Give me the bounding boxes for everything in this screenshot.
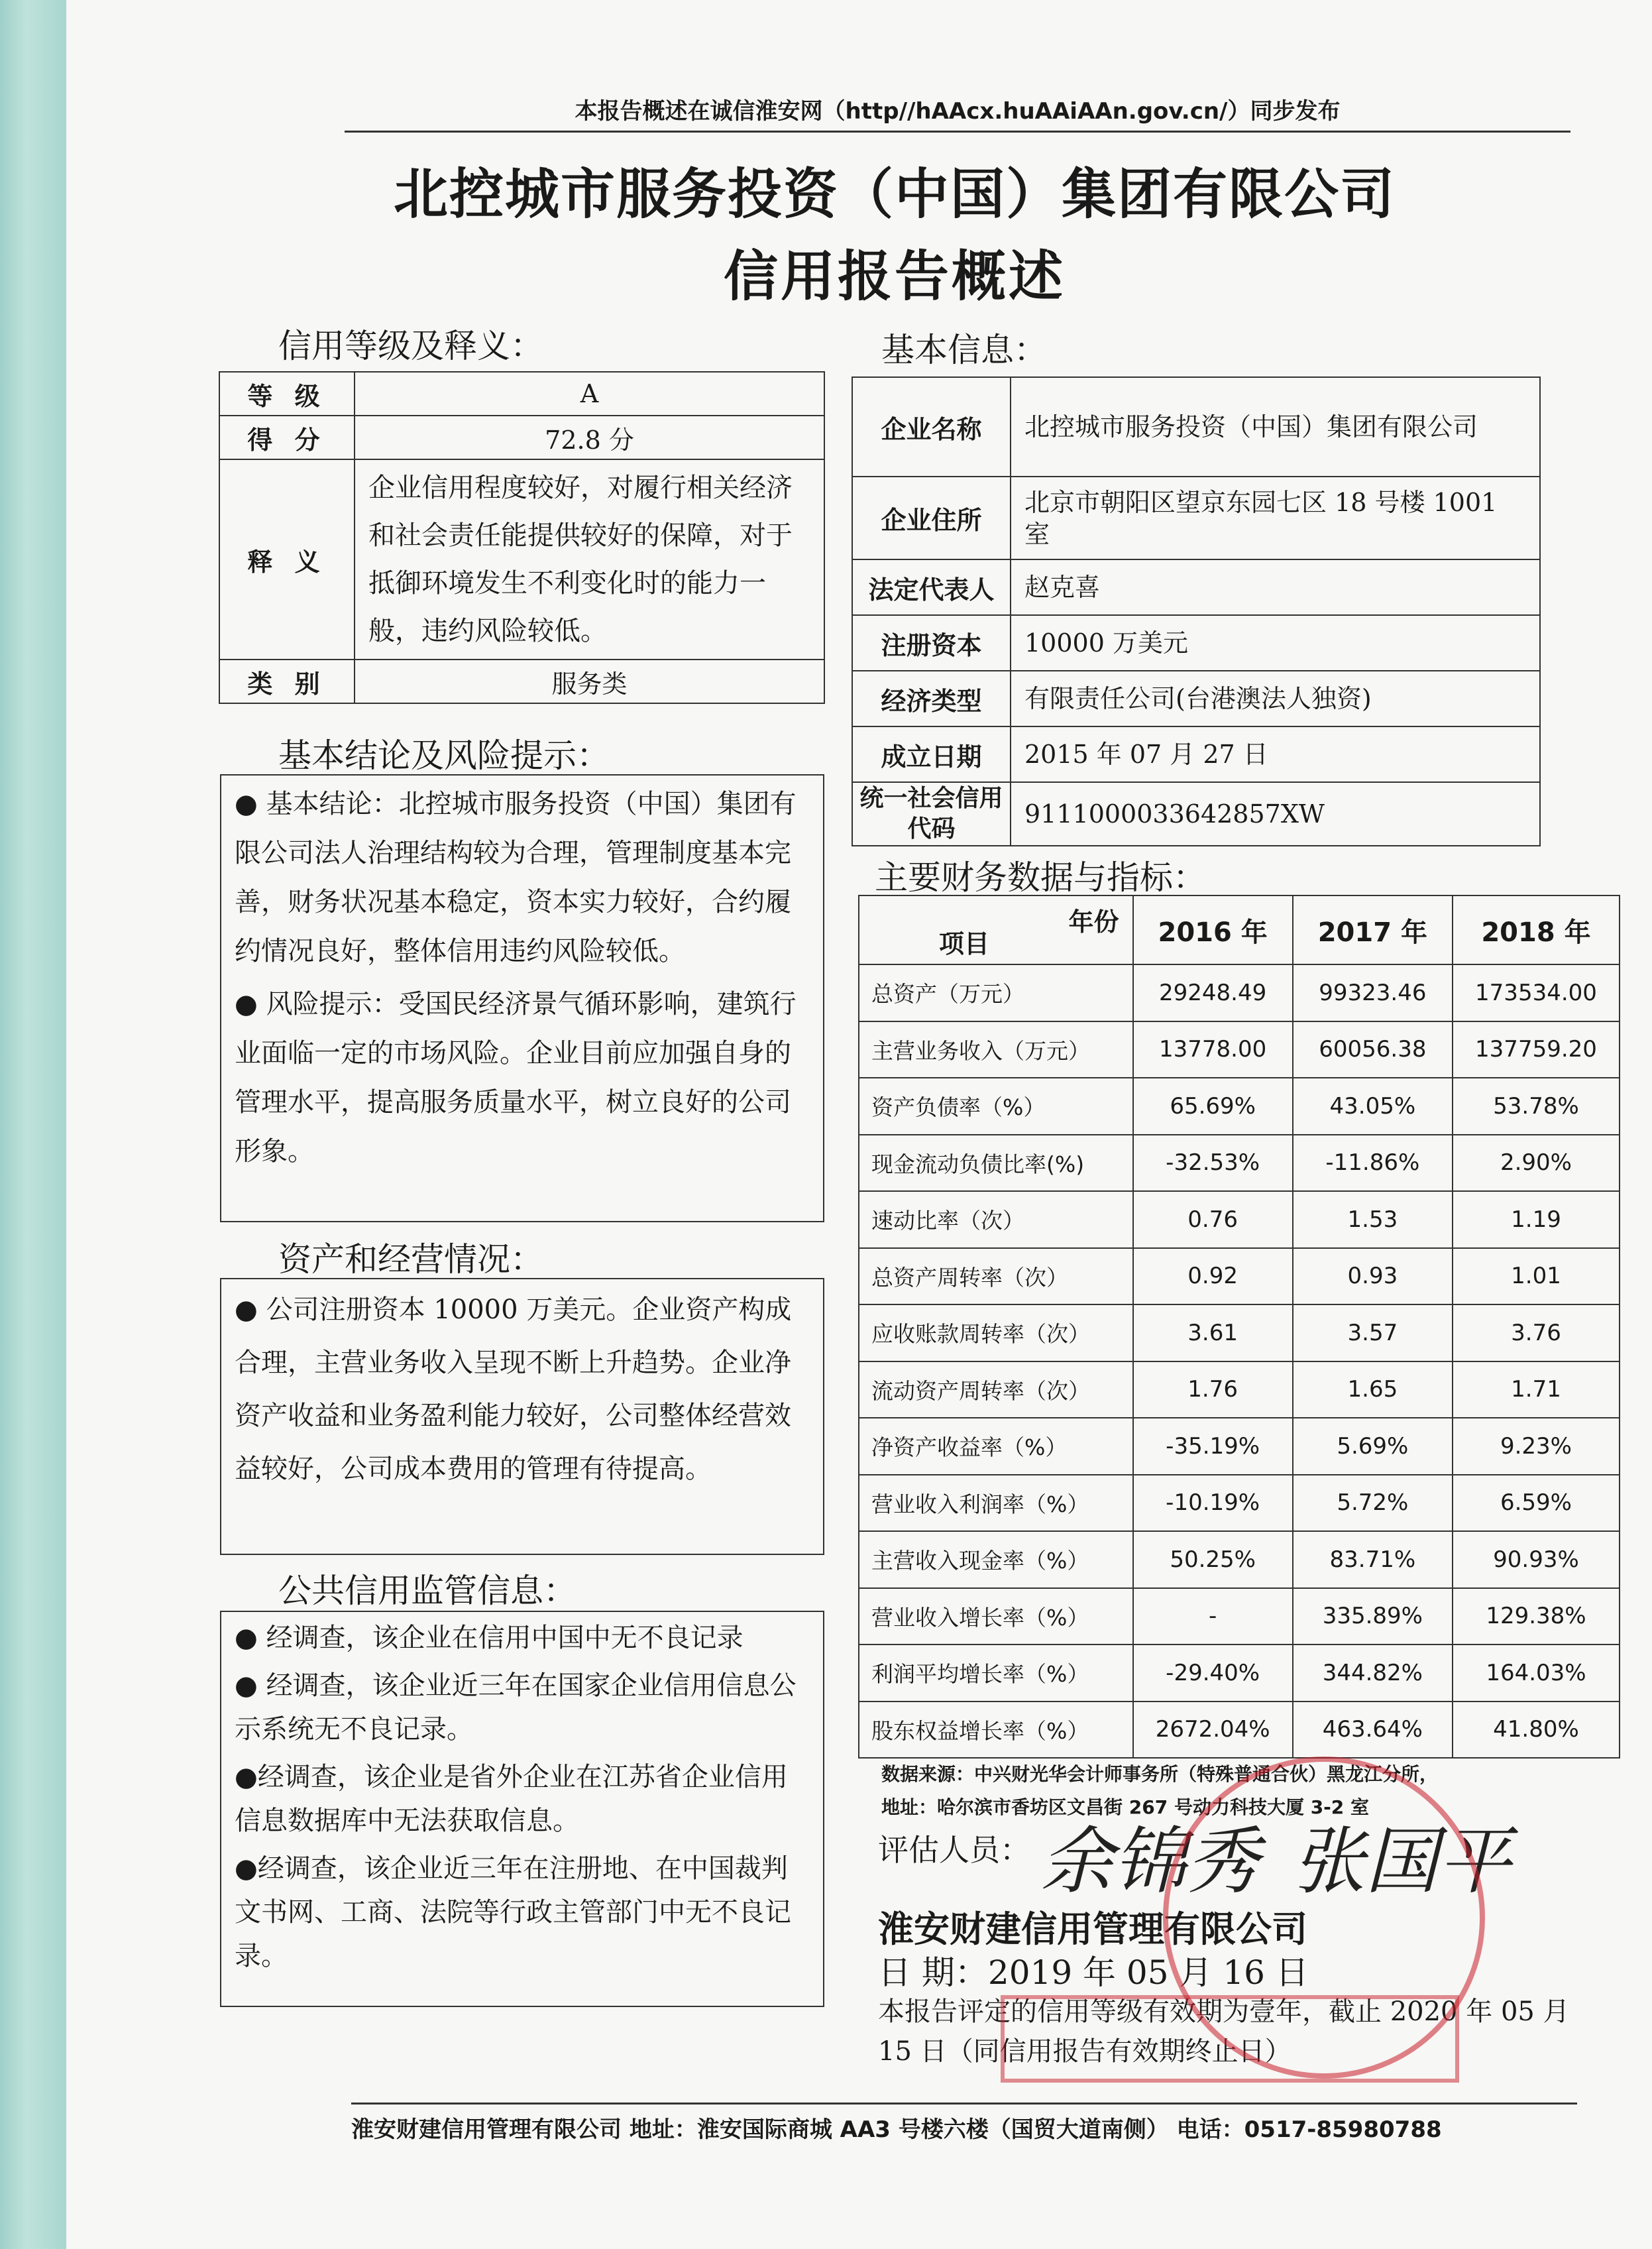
conclusion-section-title: 基本结论及风险提示： [278,736,610,775]
conclusion-risk: ● 风险提示：受国民经济景气循环影响，建筑行业面临一定的市场风险。企业目前应加强自身的管理水平，提高服务质量水平，树立良好的公司形象。 [235,989,797,1167]
issue-date: 日 期：2019 年 05 月 16 日 [878,1953,1309,1992]
title-company: 北控城市服务投资（中国）集团有限公司 [393,163,1396,226]
finance-row-label: 总资产周转率（次） [859,1248,1133,1305]
finance-row [859,1531,1620,1588]
company-name-value: 北控城市服务投资（中国）集团有限公司 [1011,377,1540,477]
desc-label: 释 义 [219,459,355,660]
binding-strip [0,0,66,2249]
finance-row-label: 主营业务收入（万元） [859,1021,1133,1078]
finance-row-label: 现金流动负债比率(%) [859,1135,1133,1192]
score-value: 72.8 分 [355,416,824,459]
finance-value: 0.92 [1133,1248,1293,1305]
finance-row [859,964,1620,1021]
finance-value: 335.89% [1293,1588,1453,1645]
assessor-label: 评估人员： [878,1832,1030,1868]
founded-label: 成立日期 [852,726,1011,782]
year-2018: 2018 年 [1453,895,1620,964]
desc-text: 企业信用程度较好，对履行相关经济和社会责任能提供较好的保障，对于抵御环境发生不利变化时的能力一般，违约风险较低。 [355,459,824,660]
data-source-address: 地址：哈尔滨市香坊区文昌街 267 号动力科技大厦 3-2 室 [881,1796,1370,1818]
finance-value: 463.64% [1293,1701,1453,1759]
category-label: 类 别 [219,660,355,703]
finance-row-label: 资产负债率（%） [859,1078,1133,1135]
finance-value: -29.40% [1133,1644,1293,1701]
finance-row-label: 流动资产周转率（次） [859,1361,1133,1418]
finance-value: 1.71 [1453,1361,1620,1418]
assessor-signature-2: 张国平 [1292,1819,1511,1904]
company-name-label: 企业名称 [852,377,1011,477]
header-note: 本报告概述在诚信淮安网（http//hAAcx.huAAiAAn.gov.cn/）同步发布 [345,93,1570,133]
public-item-2: ● 经调查，该企业近三年在国家企业信用信息公示系统无不良记录。 [235,1670,797,1745]
finance-value: 1.01 [1453,1248,1620,1305]
finance-value: 173534.00 [1453,964,1620,1021]
finance-body [859,964,1620,1758]
finance-value: 0.93 [1293,1248,1453,1305]
finance-value: 1.53 [1293,1191,1453,1248]
finance-value: 1.76 [1133,1361,1293,1418]
finance-row-label: 应收账款周转率（次） [859,1304,1133,1361]
finance-row [859,1588,1620,1645]
finance-row [859,1644,1620,1701]
assets-section-title: 资产和经营情况： [278,1240,543,1279]
finance-row-label: 速动比率（次） [859,1191,1133,1248]
grade-label: 等 级 [219,372,355,416]
validity-note: 本报告评定的信用等级有效期为壹年，截止 2020 年 05 月 15 日（同信用报告有效期终止日） [878,1996,1570,2067]
address-label: 企业住所 [852,477,1011,559]
finance-value: 1.65 [1293,1361,1453,1418]
assets-box [220,1278,824,1555]
legal-rep-label: 法定代表人 [852,559,1011,615]
finance-value: -35.19% [1133,1418,1293,1475]
year-2016: 2016 年 [1133,895,1293,964]
public-box [220,1611,824,2007]
finance-value: 3.61 [1133,1304,1293,1361]
conclusion-box [220,774,824,1222]
finance-value: 60056.38 [1293,1021,1453,1078]
finance-row-label: 股东权益增长率（%） [859,1701,1133,1759]
finance-value: 3.57 [1293,1304,1453,1361]
public-item-1: ● 经调查，该企业在信用中国中无不良记录 [235,1623,743,1653]
finance-value: 65.69% [1133,1078,1293,1135]
credit-grade-table [219,371,825,704]
issuer-company: 淮安财建信用管理有限公司 [878,1908,1307,1950]
finance-table [858,895,1620,1759]
finance-value: 5.69% [1293,1418,1453,1475]
finance-value: 90.93% [1453,1531,1620,1588]
finance-row [859,1078,1620,1135]
conclusion-basic: ● 基本结论：北控城市服务投资（中国）集团有限公司法人治理结构较为合理，管理制度基本完善，财务状况基本稳定，资本实力较好，合约履约情况良好，整体信用违约风险较低。 [235,789,797,966]
finance-value: 3.76 [1453,1304,1620,1361]
finance-row [859,1361,1620,1418]
score-label: 得 分 [219,416,355,459]
finance-section-title: 主要财务数据与指标： [875,858,1206,897]
finance-value: -32.53% [1133,1135,1293,1192]
finance-row-label: 总资产（万元） [859,964,1133,1021]
finance-value: 50.25% [1133,1531,1293,1588]
capital-value: 10000 万美元 [1011,615,1540,671]
finance-value: 99323.46 [1293,964,1453,1021]
finance-value: 1.19 [1453,1191,1620,1248]
finance-row-label: 营业收入利润率（%） [859,1475,1133,1532]
grade-value: A [355,372,824,416]
finance-value: 5.72% [1293,1475,1453,1532]
year-2017: 2017 年 [1293,895,1453,964]
finance-value: 2672.04% [1133,1701,1293,1759]
finance-row [859,1304,1620,1361]
finance-value: -10.19% [1133,1475,1293,1532]
finance-row [859,1418,1620,1475]
finance-value: 2.90% [1453,1135,1620,1192]
finance-row-label: 利润平均增长率（%） [859,1644,1133,1701]
corner-year: 年份 [1068,907,1119,937]
finance-row [859,1021,1620,1078]
finance-value: 164.03% [1453,1644,1620,1701]
credit-code-label: 统一社会信用代码 [852,782,1011,846]
finance-value: 83.71% [1293,1531,1453,1588]
finance-value: 43.05% [1293,1078,1453,1135]
credit-code-value: 9111000033642857XW [1011,782,1540,846]
footer: 淮安财建信用管理有限公司 地址：淮安国际商城 AA3 号楼六楼（国贸大道南侧） 电话：0517-85980788 [351,2103,1577,2144]
finance-corner [859,895,1133,964]
assessor-signature-1: 余锦秀 [1040,1819,1259,1904]
finance-row [859,1191,1620,1248]
finance-value: - [1133,1588,1293,1645]
basic-info-table [852,376,1541,846]
finance-row [859,1475,1620,1532]
econ-type-value: 有限责任公司(台港澳法人独资) [1011,671,1540,726]
finance-row-label: 营业收入增长率（%） [859,1588,1133,1645]
public-item-3: ●经调查，该企业是省外企业在江苏省企业信用信息数据库中无法获取信息。 [235,1762,788,1836]
founded-value: 2015 年 07 月 27 日 [1011,726,1540,782]
registration-stamp [1001,1995,1459,2083]
document-page [66,0,1652,2249]
finance-value: 9.23% [1453,1418,1620,1475]
address-value: 北京市朝阳区望京东园七区 18 号楼 1001 室 [1011,477,1540,559]
title-report: 信用报告概述 [723,245,1066,308]
public-item-4: ●经调查，该企业近三年在注册地、在中国裁判文书网、工商、法院等行政主管部门中无不良记录。 [235,1853,791,1971]
finance-value: 13778.00 [1133,1021,1293,1078]
basic-section-title: 基本信息： [881,331,1047,369]
data-source: 数据来源：中兴财光华会计师事务所（特殊普通合伙）黑龙江分所， [881,1763,1439,1785]
finance-row [859,1248,1620,1305]
credit-section-title: 信用等级及释义： [278,327,543,365]
capital-label: 注册资本 [852,615,1011,671]
finance-value: 41.80% [1453,1701,1620,1759]
finance-row [859,1135,1620,1192]
category-value: 服务类 [355,660,824,703]
public-section-title: 公共信用监管信息： [278,1572,577,1610]
finance-value: 53.78% [1453,1078,1620,1135]
finance-value: 137759.20 [1453,1021,1620,1078]
finance-value: 6.59% [1453,1475,1620,1532]
finance-value: 344.82% [1293,1644,1453,1701]
finance-row-label: 净资产收益率（%） [859,1418,1133,1475]
finance-row-label: 主营收入现金率（%） [859,1531,1133,1588]
assets-text: ● 公司注册资本 10000 万美元。企业资产构成合理，主营业务收入呈现不断上升趋势。企业净资产收益和业务盈利能力较好，公司整体经营效益较好，公司成本费用的管理有待提高。 [235,1295,792,1484]
finance-value: 129.38% [1453,1588,1620,1645]
legal-rep-value: 赵克喜 [1011,559,1540,615]
econ-type-label: 经济类型 [852,671,1011,726]
finance-value: 0.76 [1133,1191,1293,1248]
finance-value: 29248.49 [1133,964,1293,1021]
finance-value: -11.86% [1293,1135,1453,1192]
corner-item: 项目 [939,929,990,958]
finance-row [859,1701,1620,1759]
